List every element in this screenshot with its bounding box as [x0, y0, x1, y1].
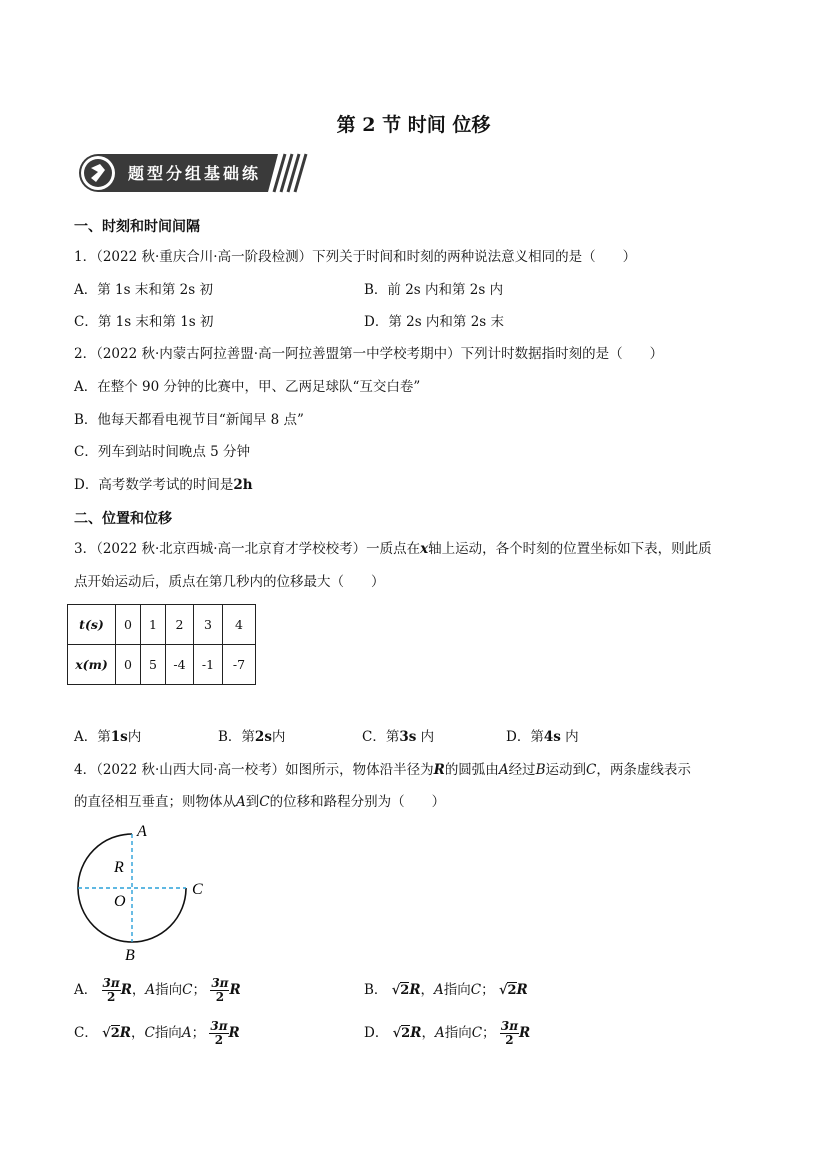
table-cell: 4	[223, 605, 256, 645]
question-4-stem-line1: 4．（2022 秋·山西大同·高一校考）如图所示，物体沿半径为R的圆弧由A经过B运动到C，两条虚线表示	[74, 762, 691, 778]
q1-option-c[interactable]: C．第 1s 末和第 1s 初	[74, 314, 214, 330]
section-banner-label: 题型分组基础练	[128, 164, 262, 183]
q4-option-b[interactable]: B． √2R，A指向C； √2R	[364, 975, 528, 1006]
table-header-x: x(m)	[68, 645, 116, 685]
table-cell: 2	[166, 605, 194, 645]
table-cell: 5	[141, 645, 166, 685]
figure-label-b: B	[125, 947, 135, 964]
table-cell: -4	[166, 645, 194, 685]
q1-option-b[interactable]: B．前 2s 内和第 2s 内	[364, 282, 504, 298]
q3-option-b[interactable]: B．第2s内	[218, 729, 286, 745]
question-4-stem-line2: 的直径相互垂直；则物体从A到C的位移和路程分别为（ ）	[74, 794, 446, 810]
q4-option-d[interactable]: D． √2R，A指向C； $\frac{3\pi}{2}$ R	[364, 1019, 531, 1047]
q4-option-a[interactable]: A． $\frac{3\pi}{2}$ R，A指向C； $\frac{3\pi}{2}$ R	[74, 976, 241, 1004]
fraction: $\frac{3\pi}{2}$	[102, 976, 120, 1004]
figure-label-o: O	[114, 893, 126, 910]
q2-option-b[interactable]: B．他每天都看电视节目“新闻早 8 点”	[74, 412, 304, 428]
table-header-t: t(s)	[68, 605, 116, 645]
fraction: $\frac{3\pi}{2}$	[211, 976, 229, 1004]
q3-option-d[interactable]: D．第4s 内	[506, 729, 579, 745]
table-cell: 0	[116, 645, 141, 685]
fraction: $\frac{3\pi}{2}$	[500, 1019, 518, 1047]
q2-option-a[interactable]: A．在整个 90 分钟的比赛中，甲、乙两足球队“互交白卷”	[74, 379, 421, 395]
table-row	[68, 605, 256, 645]
figure-label-c: C	[192, 881, 203, 898]
q3-option-a[interactable]: A．第1s内	[74, 729, 142, 745]
q2-option-d-value: 2h	[233, 477, 253, 493]
q2-option-c[interactable]: C．列车到站时间晚点 5 分钟	[74, 444, 251, 460]
sqrt-symbol: √2	[391, 982, 410, 998]
question-1-stem: 1．（2022 秋·重庆合川·高一阶段检测）下列关于时间和时刻的两种说法意义相同的是（ ）	[74, 249, 637, 265]
q1-option-a[interactable]: A．第 1s 末和第 2s 初	[74, 282, 213, 298]
q4-option-c[interactable]: C． √2R，C指向A； $\frac{3\pi}{2}$ R	[74, 1019, 240, 1047]
question-3-stem-line1: 3．（2022 秋·北京西城·高一北京育才学校校考）一质点在x轴上运动，各个时刻的位置坐标如下表，则此质	[74, 541, 712, 557]
fraction: $\frac{3\pi}{2}$	[210, 1019, 228, 1047]
table-cell: 0	[116, 605, 141, 645]
table-cell: 1	[141, 605, 166, 645]
table-cell: -7	[223, 645, 256, 685]
section-heading-2: 二、位置和位移	[74, 511, 172, 527]
table-row	[68, 645, 256, 685]
q2-option-d-text: D．高考数学考试的时间是	[74, 477, 234, 493]
question-2-stem: 2．（2022 秋·内蒙古阿拉善盟·高一阿拉善盟第一中学校考期中）下列计时数据指时刻的是（ ）	[74, 346, 664, 362]
figure-label-r: R	[114, 859, 124, 876]
table-cell: 3	[194, 605, 223, 645]
circle-arc-figure	[70, 822, 210, 964]
sqrt-symbol: √2	[392, 1025, 411, 1041]
section-heading-1: 一、时刻和时间间隔	[74, 219, 200, 235]
q3-option-c[interactable]: C．第3s 内	[362, 729, 435, 745]
q2-option-d[interactable]	[74, 476, 253, 494]
sqrt-symbol: √2	[102, 1025, 120, 1041]
sqrt-symbol: √2	[498, 982, 517, 998]
position-table	[67, 604, 256, 685]
page-title: 第 2 节 时间 位移	[336, 114, 491, 136]
figure-label-a: A	[137, 823, 147, 840]
question-3-stem-line2: 点开始运动后，质点在第几秒内的位移最大（ ）	[74, 574, 385, 590]
q1-option-d[interactable]: D．第 2s 内和第 2s 末	[364, 314, 505, 330]
table-cell: -1	[194, 645, 223, 685]
